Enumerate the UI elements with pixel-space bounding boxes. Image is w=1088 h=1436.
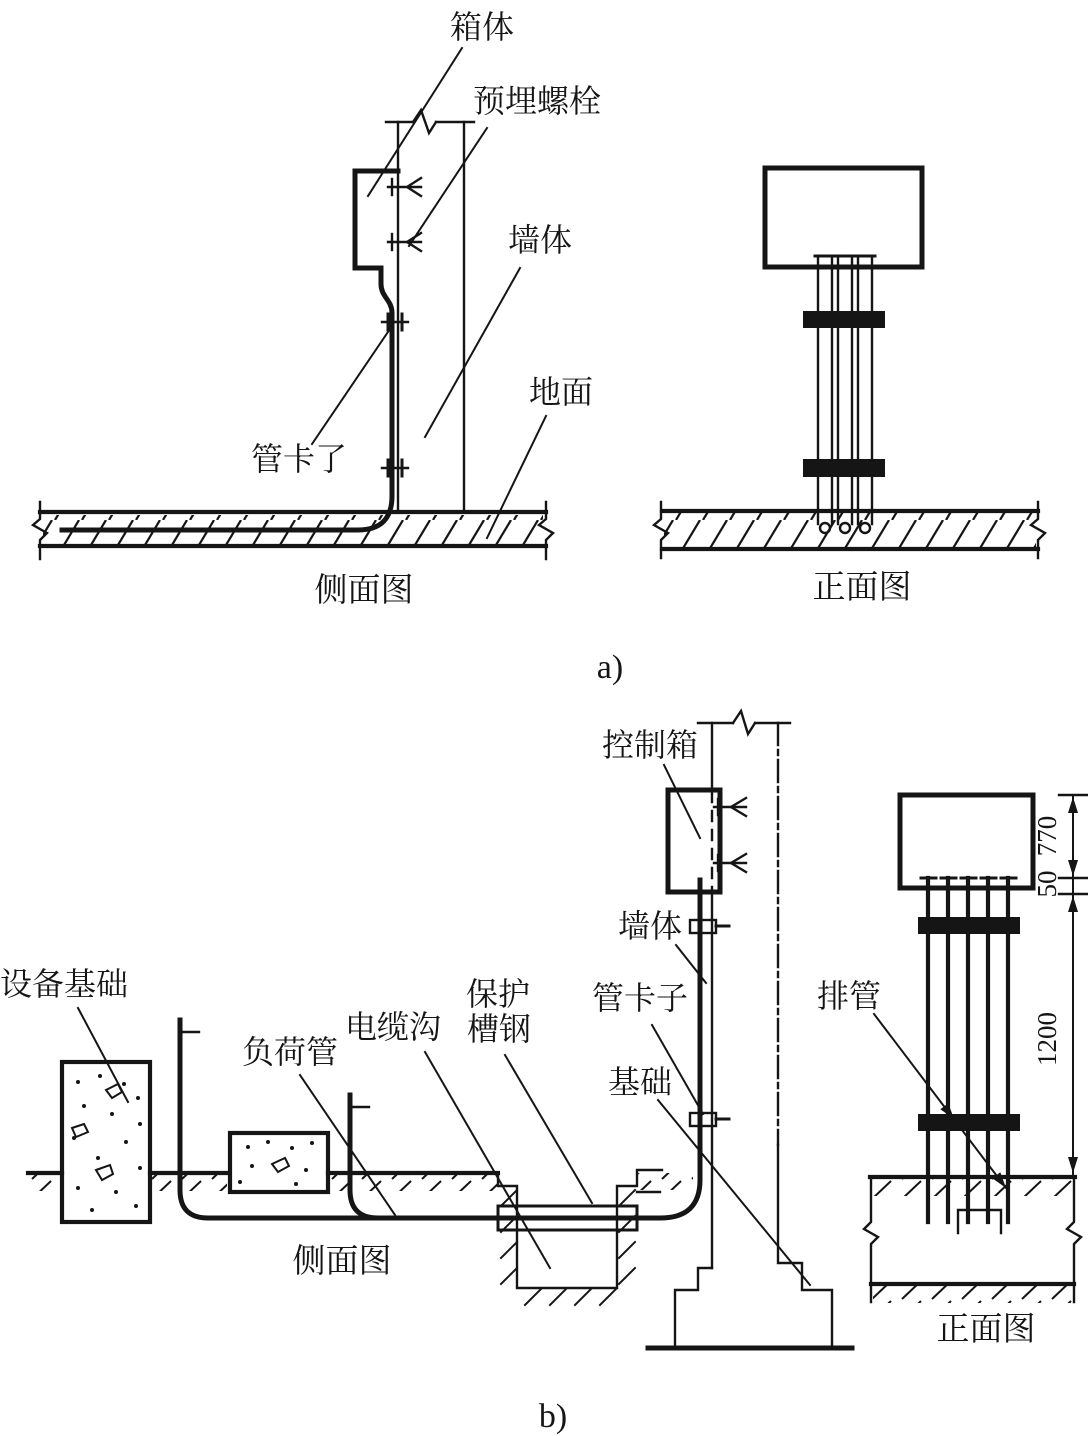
clamp-bar-b-lower: [918, 1114, 1020, 1131]
pipe-clamp-b-lower: [690, 1113, 729, 1126]
leader-protective-channel: [505, 1055, 592, 1203]
pipe-clamp-a-upper: [382, 314, 408, 330]
figure-a-tag: a): [596, 649, 624, 686]
label-wall-a: 墙体: [507, 222, 573, 258]
label-box-a: 箱体: [449, 9, 515, 45]
foundation-steps-left: [675, 1268, 712, 1348]
box-outline-a-front: [765, 168, 922, 267]
label-duct-bank: 排管: [816, 978, 882, 1014]
label-foundation: 基础: [607, 1064, 673, 1100]
caption-a-front: 正面图: [812, 570, 912, 606]
label-protective-channel-2: 槽钢: [466, 1011, 532, 1047]
pipes-a-front: [815, 256, 875, 533]
ground-a-front: [654, 502, 1045, 558]
figure-b-tag: b): [538, 1398, 568, 1435]
control-box-bolt-1: [714, 798, 746, 816]
caption-b-side: 侧面图: [292, 1244, 392, 1280]
label-wall-b: 墙体: [617, 908, 683, 944]
label-ground-a: 地面: [528, 374, 594, 410]
label-cable-trench: 电缆沟: [344, 1009, 442, 1045]
break-symbol: [733, 711, 755, 734]
equipment-foundation-block-2: [230, 1133, 328, 1192]
label-control-box: 控制箱: [601, 727, 699, 763]
duct-bank-bracket: [958, 1210, 1001, 1233]
label-embedded-bolt-a: 预埋螺栓: [472, 83, 602, 119]
figure-a: [33, 9, 1045, 686]
b-front-view: [817, 795, 1087, 1348]
control-box-front: [900, 795, 1033, 888]
a-side-view: [33, 9, 601, 609]
label-protective-channel-1: 保护: [465, 976, 531, 1012]
wall-section-b: [648, 711, 852, 1348]
pipe-clamp-a-lower: [382, 460, 408, 476]
label-pipe-clamp-a: 管卡了: [250, 441, 348, 477]
clamp-bar-a-lower: [803, 459, 885, 477]
leader-cable-trench: [425, 1052, 550, 1268]
a-front-view: [654, 168, 1045, 606]
leader-wall-a: [425, 268, 520, 437]
figure-b: [0, 711, 1087, 1435]
label-equipment-foundation: 设备基础: [0, 966, 129, 1002]
cable-trench: [498, 1170, 693, 1305]
leader-clamp-a: [312, 326, 392, 444]
ground-b-front: [864, 1177, 1081, 1303]
pipe-clamp-b-upper: [690, 920, 729, 933]
caption-b-front: 正面图: [936, 1312, 1036, 1348]
embedded-bolt-1: [388, 178, 421, 196]
caption-a-side: 侧面图: [314, 573, 414, 609]
b-side-view: [0, 711, 852, 1348]
label-pipe-clamp-b: 管卡子: [591, 980, 689, 1016]
clamp-bar-b-upper: [918, 917, 1020, 934]
control-box-bolt-2: [714, 854, 746, 872]
ground-a-side: [33, 502, 553, 559]
clamp-bar-a-upper: [803, 311, 885, 328]
dim-770: 770: [1032, 815, 1062, 857]
label-load-pipe: 负荷管: [241, 1034, 339, 1070]
dim-1200: 1200: [1032, 1012, 1062, 1066]
dimension-line: [1032, 795, 1087, 1175]
dim-50: 50: [1032, 870, 1062, 898]
equipment-foundation-block-1: [62, 1062, 150, 1222]
leader-equipment-foundation: [78, 1008, 128, 1102]
leader-foundation: [658, 1100, 810, 1285]
